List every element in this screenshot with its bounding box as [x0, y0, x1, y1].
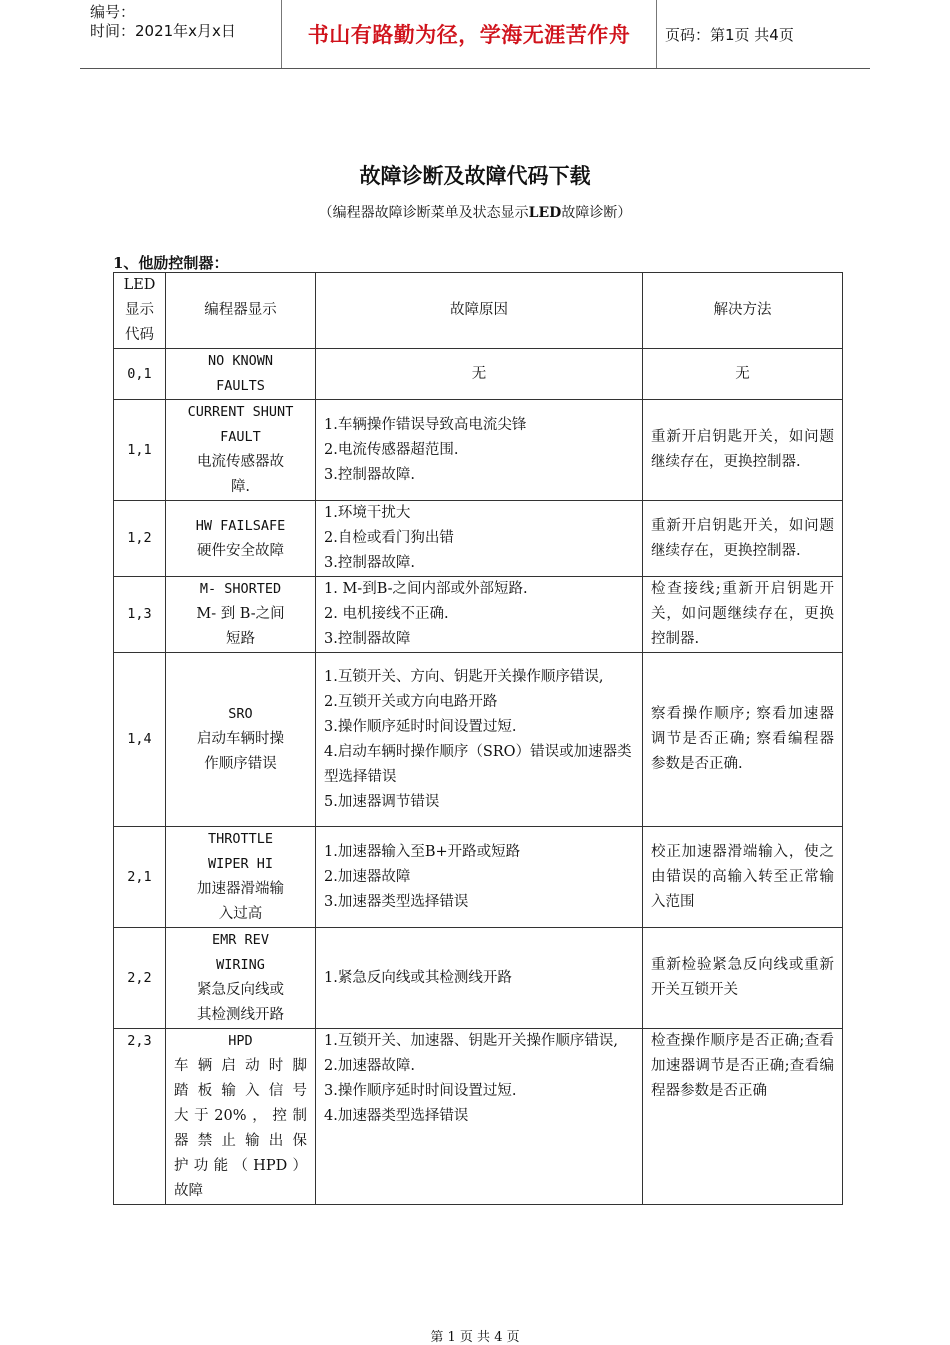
fault-solution: 重新开启钥匙开关，如问题继续存在，更换控制器. [643, 400, 843, 501]
fault-cause [316, 827, 643, 928]
led-code: 1,3 [114, 577, 166, 653]
header-led-line: 显示 [125, 302, 154, 318]
programmer-line: 故障 [174, 1183, 203, 1199]
fault-solution: 检查操作顺序是否正确;查看加速器调节是否正确;查看编程器参数是否正确 [643, 1029, 843, 1205]
table-row [114, 400, 843, 501]
fault-cause [316, 400, 643, 501]
led-code: 1,4 [114, 653, 166, 827]
cause-line: 3.控制器故障. [324, 466, 415, 483]
cause-line: 1.互锁开关、方向、钥匙开关操作顺序错误, [324, 668, 604, 685]
programmer-line: 踏板输入信号 [174, 1083, 307, 1099]
fault-code-table [113, 272, 843, 1205]
fault-solution: 无 [643, 349, 843, 400]
led-code: 2,2 [114, 928, 166, 1029]
cause-line: 2.电流传感器超范围. [324, 441, 459, 458]
table-header-row [114, 273, 843, 349]
programmer-display [166, 349, 316, 400]
cause-line: 无 [471, 365, 487, 382]
fault-cause [316, 653, 643, 827]
table-row [114, 653, 843, 827]
fault-solution: 重新检验紧急反向线或重新开关互锁开关 [643, 928, 843, 1029]
programmer-line: 作顺序错误 [204, 756, 277, 772]
header-led [114, 273, 166, 349]
doc-subtitle [0, 202, 950, 222]
table-row [114, 349, 843, 400]
programmer-line: M- SHORTED [199, 581, 282, 597]
fault-solution: 校正加速器滑端输入，使之由错误的高输入转至正常输入范围 [643, 827, 843, 928]
cause-line: 2.互锁开关或方向电路开路 [324, 693, 498, 710]
header-programmer: 编程器显示 [166, 273, 316, 349]
page-footer: 第 1 页 共 4 页 [430, 1330, 520, 1345]
doc-number-label: 编号： [90, 3, 136, 21]
header-motto [281, 0, 657, 68]
led-code: 1,1 [114, 400, 166, 501]
subtitle-pre: （编程器故障诊断菜单及状态显示 [318, 205, 529, 221]
fault-solution: 检查接线;重新开启钥匙开关，如问题继续存在，更换控制器. [643, 577, 843, 653]
led-code: 2,1 [114, 827, 166, 928]
fault-cause [316, 1029, 643, 1205]
programmer-line: 大于20%，控制 [174, 1108, 307, 1124]
cause-line: 2.加速器故障 [324, 868, 411, 885]
cause-line: 1. M-到B-之间内部或外部短路. [324, 581, 528, 597]
programmer-line: 短路 [226, 631, 255, 647]
section-title: 1、他励控制器： [113, 254, 229, 272]
cause-line: 5.加速器调节错误 [324, 793, 440, 810]
fault-cause [316, 577, 643, 653]
programmer-line: HW FAILSAFE [195, 517, 286, 534]
fault-solution: 重新开启钥匙开关，如问题继续存在，更换控制器. [643, 501, 843, 577]
programmer-display [166, 928, 316, 1029]
programmer-line: 器禁止输出保 [174, 1133, 307, 1149]
programmer-line: THROTTLE [207, 831, 274, 847]
programmer-display [166, 577, 316, 653]
fault-cause [316, 501, 643, 577]
header-cause: 故障原因 [316, 273, 643, 349]
cause-line: 3.操作顺序延时时间设置过短. [324, 1083, 517, 1099]
programmer-line: EMR REV [212, 932, 269, 948]
doc-time-label: 时间：2021年x月x日 [90, 22, 236, 40]
programmer-line: FAULTS [216, 378, 265, 394]
header-solution: 解决方法 [643, 273, 843, 349]
cause-line: 1.环境干扰大 [324, 505, 411, 521]
doc-title: 故障诊断及故障代码下载 [359, 163, 591, 188]
programmer-display [166, 1029, 316, 1205]
table-row [114, 928, 843, 1029]
page-header [80, 0, 870, 69]
cause-line: 1.加速器输入至B+开路或短路 [324, 843, 521, 860]
table-row [114, 827, 843, 928]
programmer-line: 入过高 [218, 906, 263, 922]
header-meta [80, 0, 281, 68]
subtitle-post: 故障诊断） [561, 205, 632, 221]
programmer-line: 加速器滑端输 [197, 881, 284, 897]
programmer-line: FAULT [220, 429, 261, 445]
programmer-line: 电流传感器故 [197, 454, 284, 470]
programmer-line: SRO [228, 706, 253, 722]
programmer-line: CURRENT SHUNT [187, 404, 294, 420]
motto-text: 书山有路勤为径，学海无涯苦作舟 [307, 23, 631, 47]
table-row [114, 1029, 843, 1205]
programmer-line: WIPER HI [207, 856, 274, 872]
header-led-line: 代码 [125, 327, 154, 343]
programmer-display [166, 501, 316, 577]
programmer-line: 其检测线开路 [197, 1007, 284, 1023]
programmer-line: 车辆启动时脚 [174, 1058, 307, 1074]
table-row [114, 577, 843, 653]
programmer-line: NO KNOWN [207, 353, 274, 369]
cause-line: 4.加速器类型选择错误 [324, 1108, 469, 1124]
led-code: 0,1 [114, 349, 166, 400]
programmer-line: 启动车辆时操 [197, 731, 284, 747]
programmer-line: M- 到 B-之间 [196, 606, 285, 622]
fault-cause [316, 928, 643, 1029]
programmer-line: WIRING [216, 957, 265, 973]
cause-line: 2.自检或看门狗出错 [324, 530, 454, 546]
programmer-line: HPD [228, 1033, 253, 1049]
cause-line: 1.车辆操作错误导致高电流尖锋 [324, 416, 527, 433]
programmer-line: 护功能（HPD） [174, 1158, 307, 1174]
cause-line: 3.加速器类型选择错误 [324, 893, 469, 910]
table-row [114, 501, 843, 577]
programmer-line: 障. [230, 479, 251, 495]
cause-line: 1.紧急反向线或其检测线开路 [324, 969, 512, 986]
header-led-line: LED [123, 277, 156, 293]
cause-line: 3.操作顺序延时时间设置过短. [324, 718, 517, 735]
programmer-display [166, 827, 316, 928]
led-code: 2,3 [114, 1029, 166, 1205]
cause-line: 2.加速器故障. [324, 1058, 415, 1074]
led-code: 1,2 [114, 501, 166, 577]
cause-line: 4.启动车辆时操作顺序（SRO）错误或加速器类型选择错误 [324, 743, 632, 785]
programmer-line: 紧急反向线或 [197, 982, 284, 998]
cause-line: 3.控制器故障 [324, 631, 411, 647]
header-page-info: 页码：第1页 共4页 [665, 25, 794, 44]
fault-solution: 察看操作顺序; 察看加速器调节是否正确; 察看编程器参数是否正确. [643, 653, 843, 827]
cause-line: 1.互锁开关、加速器、钥匙开关操作顺序错误, [324, 1033, 618, 1049]
cause-line: 2. 电机接线不正确. [324, 606, 449, 622]
fault-cause [316, 349, 643, 400]
cause-line: 3.控制器故障. [324, 555, 415, 571]
programmer-display [166, 400, 316, 501]
programmer-line: 硬件安全故障 [197, 542, 284, 559]
programmer-display [166, 653, 316, 827]
subtitle-bold: LED [528, 205, 562, 221]
